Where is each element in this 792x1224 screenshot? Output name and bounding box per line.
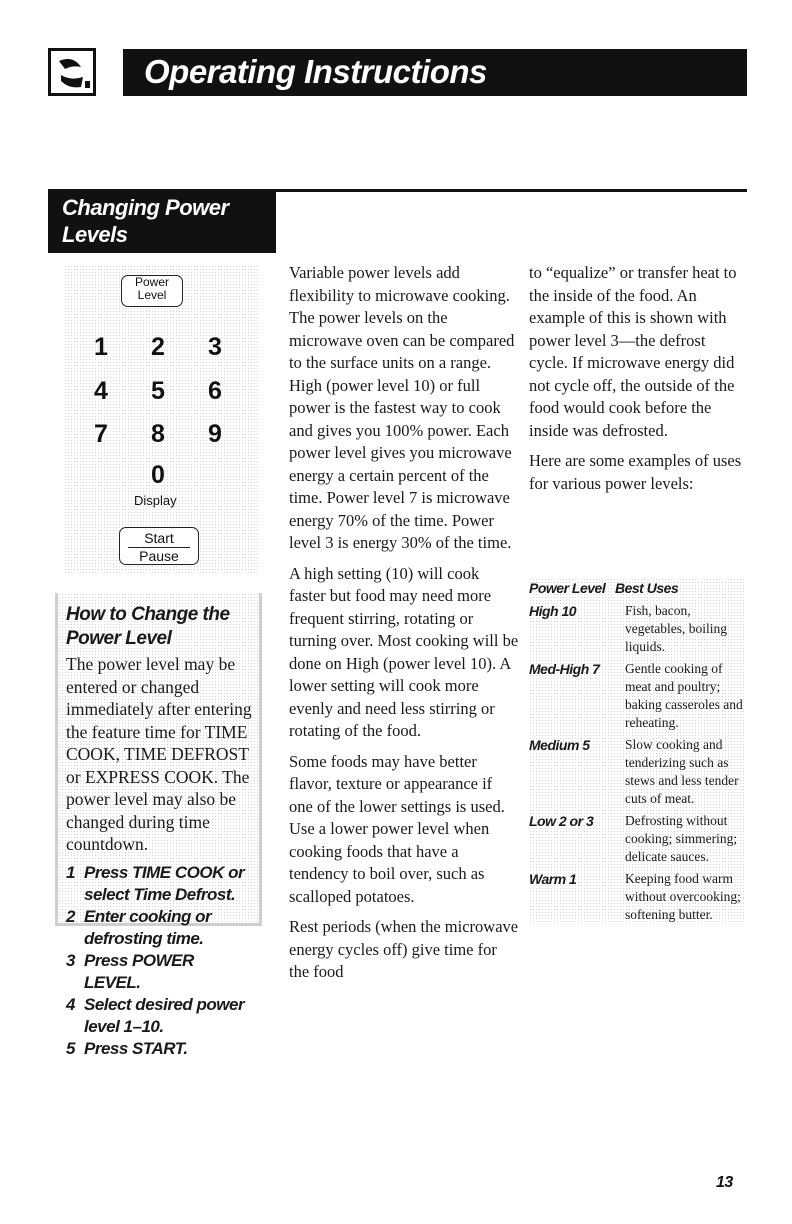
- section-title: [62, 194, 229, 248]
- power-level-table: [529, 578, 744, 924]
- sidebar-steps: [66, 862, 253, 1060]
- key-3: 3: [208, 333, 222, 361]
- table-header: Power Level Best Uses: [529, 580, 679, 596]
- body-column-3: [529, 262, 744, 503]
- table-row: Warm 1 Keeping food warm without overcooking; softening butter.: [529, 871, 741, 922]
- sidebar-body: The power level may be entered or changed immediately after entering the feature time for TIME COOK, TIME DEFROST or EXPRESS COOK. The power level may also be changed during time countdown.: [66, 654, 252, 854]
- start-pause-button: Start Pause: [119, 527, 199, 565]
- table-row: Med-High 7 Gentle cooking of meat and poultry; baking casseroles and reheating.: [529, 661, 743, 730]
- table-row: High 10 Fish, bacon, vegetables, boiling liquids.: [529, 603, 727, 654]
- key-0: 0: [151, 461, 165, 489]
- page-title: Operating Instructions: [144, 53, 487, 90]
- paragraph: Variable power levels add flexibility to microwave cooking. The power levels on the microwave oven can be compared to the surface units on a range. High (power level 10) or full power is the fastest way to cook and gives you 100% power. Each power level gives you microwave energy a certain percent of the time. Power level 7 is microwave energy 70% of the time. Power level 3 is energy 30% of the time.: [289, 263, 515, 552]
- key-6: 6: [208, 377, 222, 405]
- power-level-button: Power Level: [121, 275, 183, 307]
- how-to-sidebar: [55, 593, 262, 1058]
- page-number: 13: [716, 1174, 733, 1191]
- key-7: 7: [94, 420, 108, 448]
- key-4: 4: [94, 377, 108, 405]
- step-item: 1 Press TIME COOK or select Time Defrost.: [66, 862, 245, 904]
- step-item: 3 Press POWER LEVEL.: [66, 950, 194, 992]
- body-column-2: [289, 262, 519, 992]
- step-item: 4 Select desired power level 1–10.: [66, 994, 245, 1036]
- table-row: Low 2 or 3 Defrosting without cooking; simmering; delicate sauces.: [529, 813, 738, 864]
- key-2: 2: [151, 333, 165, 361]
- microwave-icon: [48, 48, 96, 96]
- paragraph: Rest periods (when the microwave energy cycles off) give time for the food: [289, 917, 519, 981]
- step-item: 2 Enter cooking or defrosting time.: [66, 906, 212, 948]
- key-9: 9: [208, 420, 222, 448]
- key-5: 5: [151, 377, 165, 405]
- key-1: 1: [94, 333, 108, 361]
- paragraph: Here are some examples of uses for various power levels:: [529, 451, 742, 493]
- keypad-illustration: [64, 265, 260, 575]
- paragraph: A high setting (10) will cook faster but food may need more frequent stirring, rotating or turning over. Most cooking will be done on High (power level 10). A lower setting will cook more evenly and need less stirring or rotating of the food.: [289, 563, 519, 740]
- section-title-line1: Changing Power: [62, 195, 229, 220]
- step-item: 5 Press START.: [66, 1038, 188, 1058]
- table-row: Medium 5 Slow cooking and tenderizing such as stews and less tender cuts of meat.: [529, 737, 739, 806]
- paragraph: Some foods may have better flavor, texture or appearance if one of the lower settings is used. Use a lower power level when cooking foods that have a tendency to boil over, such as scalloped potatoes.: [289, 751, 505, 906]
- key-8: 8: [151, 420, 165, 448]
- paragraph: to “equalize” or transfer heat to the inside of the food. An example of this is shown with power level 3—the defrost cycle. If microwave energy did not cycle off, the outside of the food would cook before the inside was defrosted.: [529, 263, 737, 440]
- section-title-line2: Levels: [62, 222, 128, 247]
- display-label: Display: [134, 493, 177, 508]
- sidebar-heading: How to Change the Power Level: [66, 604, 230, 649]
